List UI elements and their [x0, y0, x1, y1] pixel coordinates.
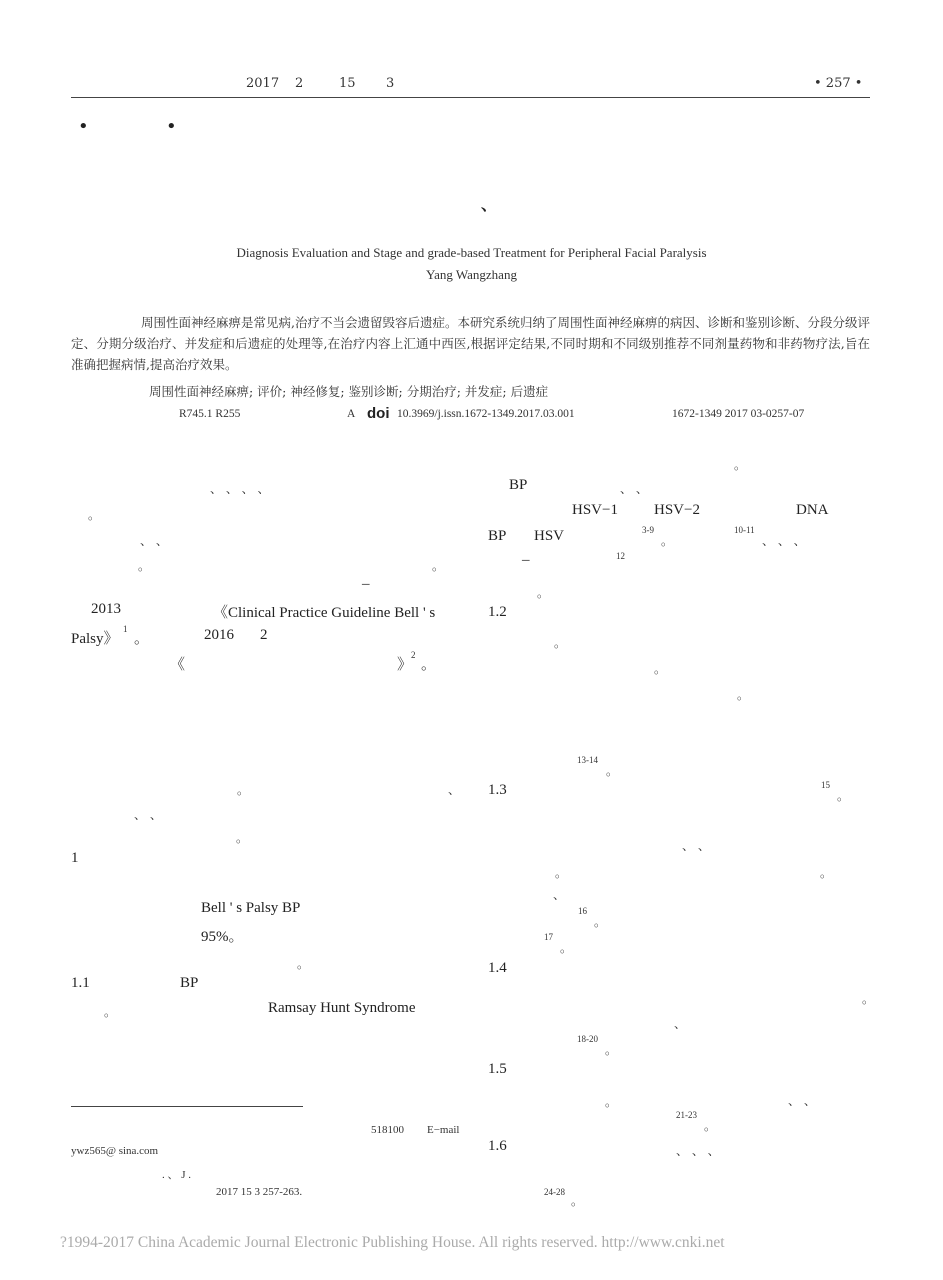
- ref-21-23: 21-23: [676, 1110, 697, 1120]
- section-1-1-heading: 1.1: [71, 975, 90, 991]
- left-separators-3: 、 、: [134, 808, 162, 822]
- right-bp-2: BP: [488, 528, 507, 544]
- abstract: [71, 312, 870, 375]
- header-page-number: • 257 •: [814, 76, 863, 91]
- right-end-17: 。: [560, 941, 573, 955]
- right-end-2: 。: [554, 636, 567, 650]
- left-period-1: 。: [88, 508, 101, 522]
- left-end-2: 。: [421, 657, 437, 673]
- footnote-citation-source: 2017 15 3 257-263.: [216, 1186, 303, 1198]
- right-separators-2: 、 、 、: [762, 534, 806, 548]
- right-separators-1: 、 、: [620, 482, 648, 496]
- ramsay-hunt-term: Ramsay Hunt Syndrome: [268, 1000, 416, 1016]
- title-bullet-right: •: [166, 116, 177, 137]
- left-open-quote: 《: [170, 657, 186, 673]
- section-1-heading: 1: [71, 850, 79, 866]
- doi-label: doi: [367, 405, 390, 422]
- right-end-15: 。: [837, 789, 850, 803]
- right-end-16: 。: [594, 915, 607, 929]
- doi-value: 10.3969/j.issn.1672-1349.2017.03.001: [397, 408, 575, 420]
- ref-10-11: 10-11: [734, 525, 755, 535]
- left-period-5: 。: [104, 1005, 117, 1019]
- right-dash: –: [522, 552, 530, 568]
- ref-3-9: 3-9: [642, 525, 654, 535]
- title-comma: 、: [481, 195, 498, 214]
- ref-17: 17: [544, 932, 553, 942]
- header-month: 2: [295, 76, 304, 91]
- footnote-postal-code: 518100: [371, 1124, 404, 1136]
- dna-term: DNA: [796, 502, 829, 518]
- right-end-3-9: 。: [661, 534, 674, 548]
- ref-1: 1: [123, 624, 128, 634]
- hsv-term: HSV: [534, 528, 565, 544]
- right-end-3: 。: [654, 662, 667, 676]
- section-1-2-heading: 1.2: [488, 604, 507, 620]
- right-end-7: 。: [862, 992, 875, 1006]
- right-end-13-14: 。: [606, 764, 619, 778]
- copyright-footer: ?1994-2017 China Academic Journal Electronic Publishing House. All rights reserved. http://www.cnki.net: [60, 1234, 725, 1251]
- right-end-5: 。: [555, 866, 568, 880]
- right-end-8: 。: [605, 1095, 618, 1109]
- left-close-quote: 》: [397, 657, 413, 673]
- hsv-2: HSV−2: [654, 502, 700, 518]
- left-period-3a: 。: [237, 783, 250, 797]
- left-year-2016: 2016: [204, 627, 234, 643]
- abstract-text: 周围性面神经麻痹是常见病,治疗不当会遗留毁容后遗症。本研究系统归纳了周围性面神经麻痹的病因、诊断和鉴别诊断、分段分级评定、分期分级治疗、并发症和后遗症的处理等,在治疗内容上汇通中西医,根据评定结果,不同时期和不同级别推荐不同剂量药物和非药物疗法,旨在准确把握病情,提高治疗效果。: [71, 315, 870, 372]
- section-1-3-heading: 1.3: [488, 782, 507, 798]
- left-month-2: 2: [260, 627, 268, 643]
- left-period-4: 。: [297, 957, 310, 971]
- english-author: Yang Wangzhang: [426, 267, 517, 282]
- document-code: A: [347, 408, 356, 420]
- keywords: 周围性面神经麻痹; 评价; 神经修复; 鉴别诊断; 分期治疗; 并发症; 后遗症: [149, 384, 549, 399]
- right-end-18-20: 。: [605, 1043, 618, 1057]
- header-year: 2017: [246, 76, 280, 91]
- hsv-1: HSV−1: [572, 502, 618, 518]
- left-separators-2: 、 、: [140, 534, 168, 548]
- left-dash: –: [362, 576, 370, 592]
- right-separators-3: 、 、: [682, 839, 710, 853]
- title-bullet-left: •: [78, 116, 89, 137]
- footnote-email-label: E−mail: [427, 1124, 460, 1136]
- left-period-2a: 。: [138, 559, 151, 573]
- right-separators-4: 、 、: [788, 1094, 816, 1108]
- left-end-1: 。: [134, 631, 150, 647]
- ref-16: 16: [578, 906, 587, 916]
- left-period-2b: 。: [432, 559, 445, 573]
- section-1-4-heading: 1.4: [488, 960, 507, 976]
- right-separators-5: 、 、 、: [676, 1144, 720, 1158]
- header-volume: 15: [339, 76, 356, 91]
- right-end-6: 。: [820, 866, 833, 880]
- ref-15: 15: [821, 780, 830, 790]
- right-comma-2: 、: [674, 1017, 687, 1031]
- right-comma-1: 、: [553, 888, 566, 902]
- ref-24-28: 24-28: [544, 1187, 565, 1197]
- ref-13-14: 13-14: [577, 755, 598, 765]
- right-end-1: 。: [537, 586, 550, 600]
- left-comma-3b: 、: [448, 783, 461, 797]
- header-rule: [71, 97, 870, 98]
- guideline-title: 《Clinical Practice Guideline Bell ' s: [213, 605, 436, 621]
- percent-95: 95%。: [201, 929, 244, 945]
- section-1-6-heading: 1.6: [488, 1138, 507, 1154]
- right-end-4: 。: [737, 688, 750, 702]
- palsy-title: Palsy》: [71, 631, 119, 647]
- header-issue: 3: [386, 76, 395, 91]
- article-id: 1672-1349 2017 03-0257-07: [672, 408, 805, 420]
- ref-2: 2: [411, 650, 416, 660]
- bells-palsy-term: Bell ' s Palsy BP: [201, 900, 301, 916]
- ref-12: 12: [616, 551, 625, 561]
- footnote-email: ywz565@ sina.com: [71, 1145, 159, 1157]
- ref-18-20: 18-20: [577, 1034, 598, 1044]
- left-separators-1: 、 、 、 、: [210, 482, 270, 496]
- footnote-citation: . 、 J .: [162, 1169, 192, 1181]
- right-period-0: 。: [734, 458, 747, 472]
- right-end-21-23: 。: [704, 1119, 717, 1133]
- right-end-24-28: 。: [571, 1194, 584, 1208]
- right-bp: BP: [509, 477, 528, 493]
- left-year-2013: 2013: [91, 601, 121, 617]
- english-title: Diagnosis Evaluation and Stage and grade-based Treatment for Peripheral Facial Paralysis: [236, 245, 707, 260]
- left-period-3c: 。: [236, 831, 249, 845]
- footnote-rule: [71, 1106, 303, 1107]
- section-1-5-heading: 1.5: [488, 1061, 507, 1077]
- left-bp: BP: [180, 975, 199, 991]
- clc-number: R745.1 R255: [179, 408, 241, 420]
